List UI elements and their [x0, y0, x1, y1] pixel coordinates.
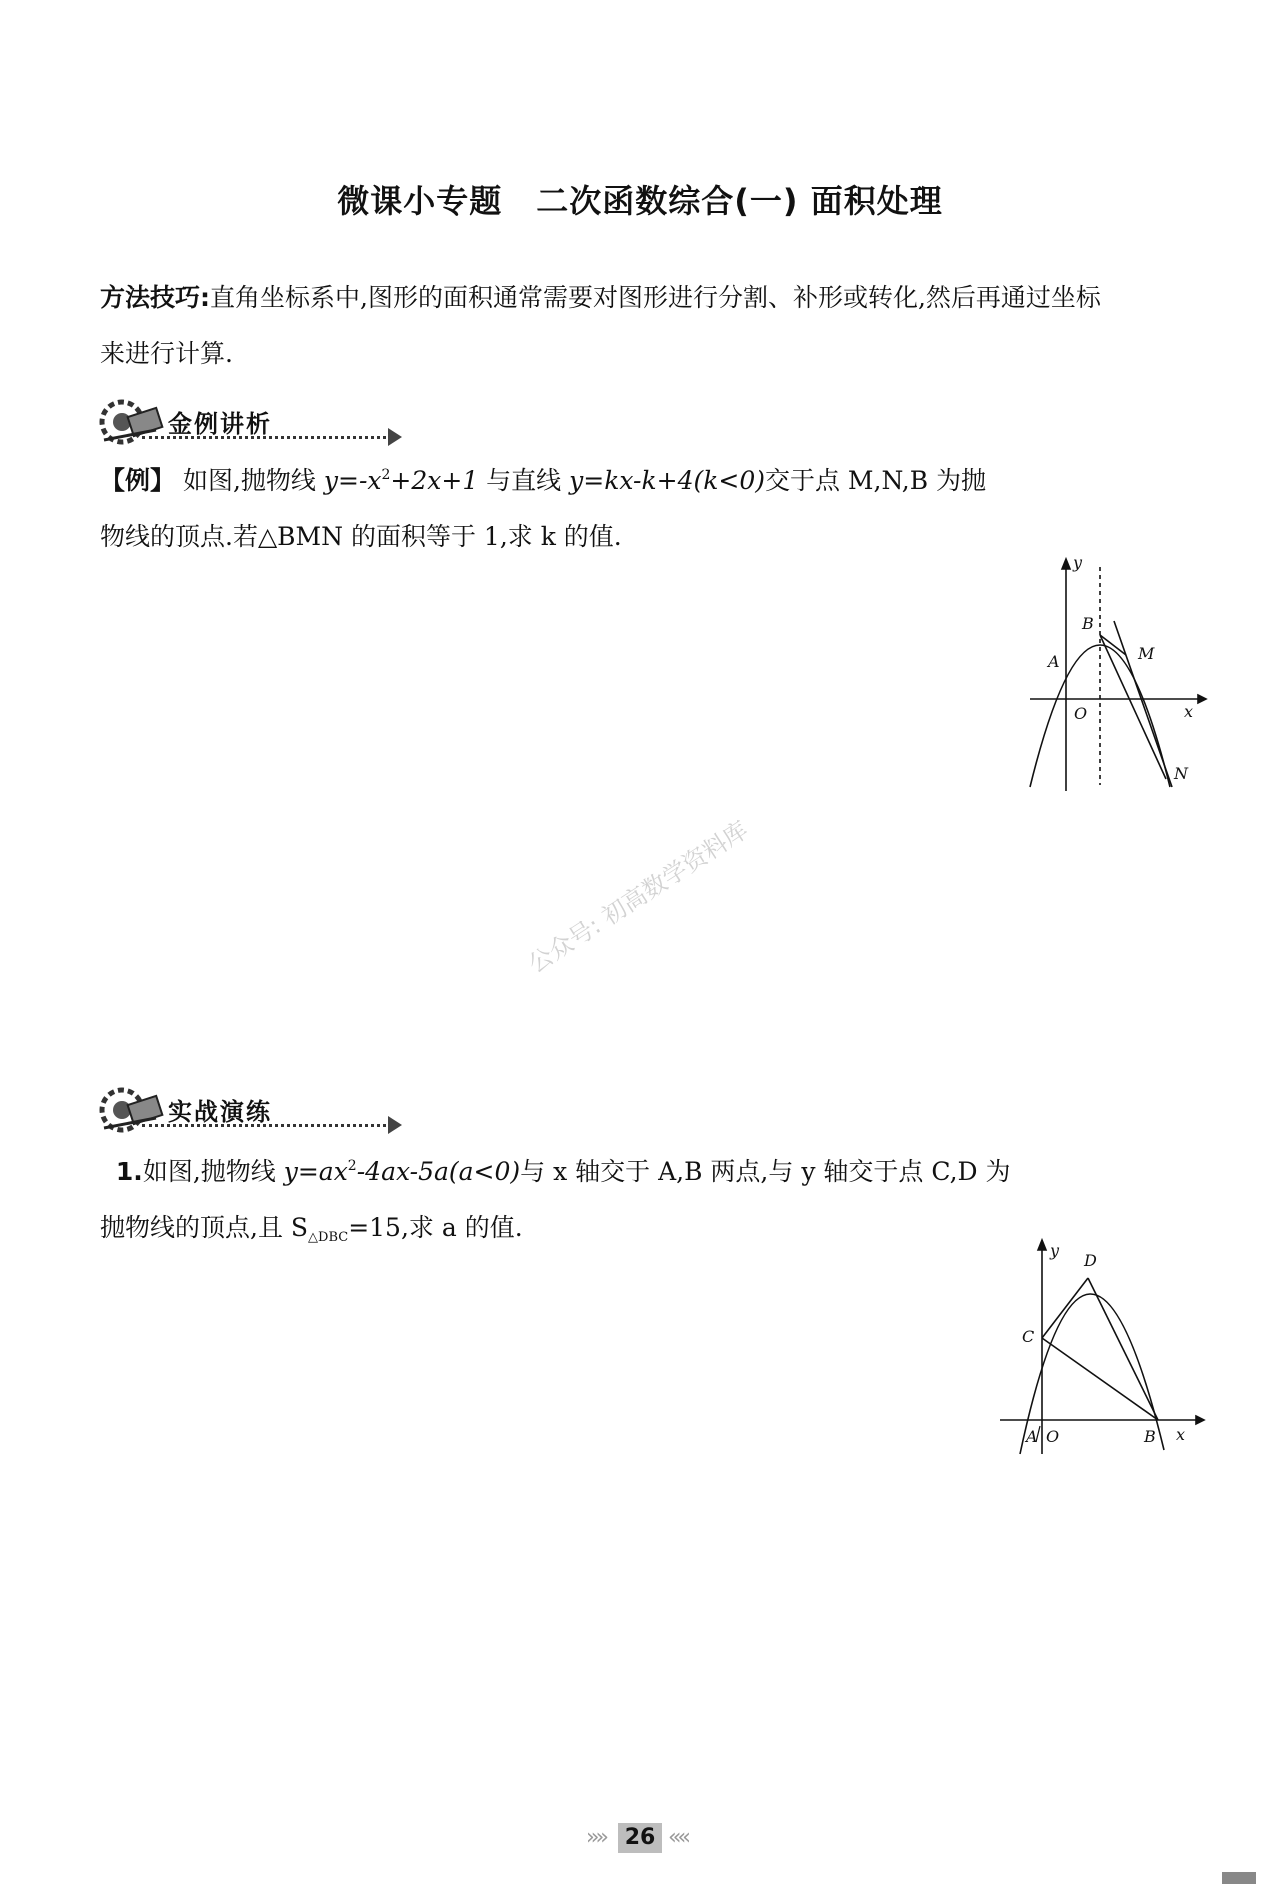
label-origin: O — [1046, 1427, 1060, 1446]
label-point-b: B — [1082, 614, 1094, 633]
example-eq1-rest: +2x+1 — [390, 466, 479, 495]
problem1-number: 1. — [115, 1157, 143, 1186]
example-line2: 物线的顶点.若△BMN 的面积等于 1,求 k 的值. — [100, 522, 622, 551]
section-practice-label: 实战演练 — [168, 1098, 272, 1126]
problem1-text-1b: 与 x 轴交于 A,B 两点,与 y 轴交于点 C,D 为 — [520, 1157, 1011, 1186]
problem1-eq1: y=ax — [283, 1157, 348, 1186]
method-label: 方法技巧: — [100, 283, 210, 312]
example-text-1a: 如图,抛物线 — [182, 466, 324, 495]
example-eq1: y=-x — [323, 466, 382, 495]
page-number-badge — [586, 1823, 694, 1855]
section-example-header — [96, 390, 336, 454]
label-x: x — [1184, 702, 1194, 721]
y-axis-arrow-icon — [1038, 1240, 1046, 1250]
chevron-left-icon: «« — [668, 1825, 687, 1850]
segment-bn — [1100, 635, 1166, 779]
label-point-c: C — [1022, 1327, 1035, 1346]
gear-book-icon — [96, 390, 166, 454]
title-series: 微课小专题 — [337, 182, 503, 220]
example-eq1-exponent: 2 — [381, 467, 391, 483]
x-axis-arrow-icon — [1198, 695, 1206, 703]
label-point-a: A — [1048, 652, 1060, 671]
label-y: y — [1050, 1241, 1060, 1260]
figure-parabola-triangle — [996, 1236, 1206, 1456]
label-point-d: D — [1084, 1251, 1097, 1270]
scrollbar-thumb[interactable] — [1222, 1872, 1256, 1884]
method-paragraph — [100, 270, 1200, 382]
problem1-text-1a: 如图,抛物线 — [142, 1157, 284, 1186]
example-paragraph — [100, 447, 1200, 565]
figure-parabola-line — [1018, 555, 1208, 795]
segment-db — [1088, 1278, 1158, 1420]
label-point-m: M — [1138, 644, 1155, 663]
chevron-right-icon: »» — [586, 1825, 605, 1850]
section-example-label: 金例讲析 — [168, 410, 272, 438]
label-point-a: A — [1026, 1427, 1038, 1446]
example-text-1b: 与直线 — [478, 466, 570, 495]
watermark: 公众号: 初高数学资料库 — [523, 815, 753, 979]
problem1-line2a: 抛物线的顶点,且 S — [100, 1213, 309, 1242]
example-eq2: y=kx-k+4(k<0) — [569, 466, 765, 495]
method-line1: 直角坐标系中,图形的面积通常需要对图形进行分割、补形或转化,然后再通过坐标 — [210, 283, 1101, 312]
segment-cb — [1042, 1338, 1158, 1420]
example-text-1c: 交于点 M,N,B 为抛 — [764, 466, 987, 495]
gear-book-icon — [96, 1078, 166, 1142]
page-title — [0, 176, 1280, 222]
title-topic: 二次函数综合(一) 面积处理 — [536, 182, 943, 220]
section-divider — [142, 436, 392, 439]
arrow-right-icon — [388, 428, 402, 446]
arrow-right-icon — [388, 1116, 402, 1134]
label-point-n: N — [1174, 764, 1188, 783]
x-axis-arrow-icon — [1196, 1416, 1204, 1424]
problem1-eq1-rest: -4ax-5a(a<0) — [356, 1157, 521, 1186]
method-line2: 来进行计算. — [100, 339, 233, 368]
problem1-line2b: =15,求 a 的值. — [348, 1213, 523, 1242]
y-axis-arrow-icon — [1062, 559, 1070, 569]
label-point-b: B — [1144, 1427, 1156, 1446]
label-origin: O — [1074, 704, 1088, 723]
label-y: y — [1073, 555, 1083, 572]
segment-cd — [1042, 1278, 1088, 1338]
section-practice-header — [96, 1078, 336, 1142]
page-number: 26 — [618, 1823, 662, 1853]
example-tag: 【例】 — [100, 466, 176, 495]
label-x: x — [1176, 1425, 1186, 1444]
section-divider — [142, 1124, 392, 1127]
problem1-line2-subscript: △DBC — [308, 1230, 349, 1245]
problem1-eq1-exponent: 2 — [347, 1158, 357, 1174]
